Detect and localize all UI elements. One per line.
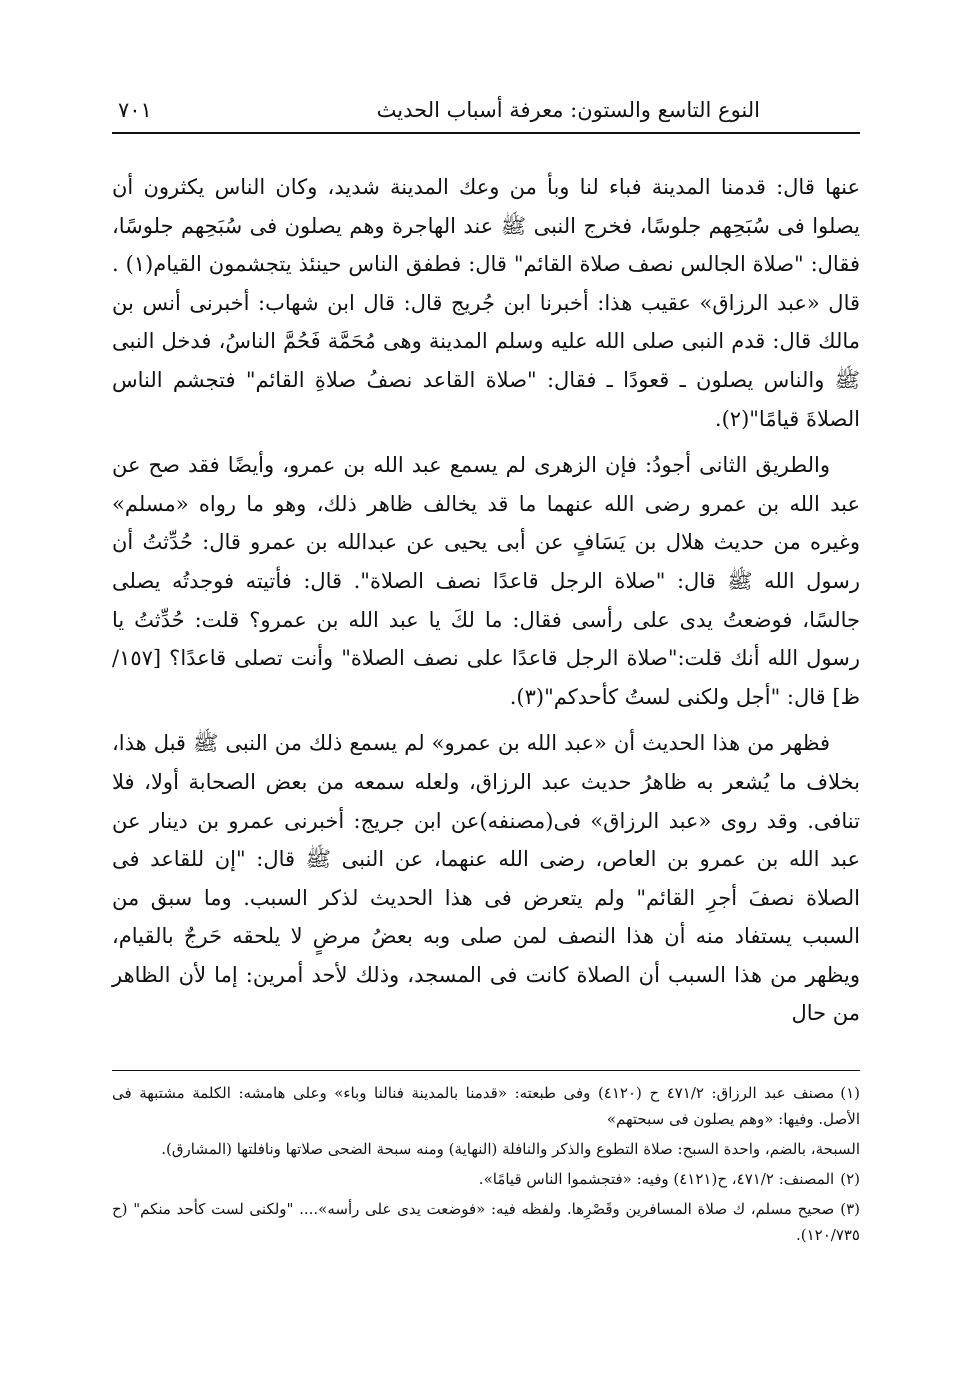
footnote-text: المصنف: ٤٧١/٢، ح(٤١٢١) وفيه: «فتجشموا الناس قيامًا». [478,1170,835,1188]
footnote-number: (٢) [840,1170,860,1188]
page-number: ٧٠١ [118,98,152,122]
footnote-text: السبحة، بالضم، واحدة السبح: صلاة التطوع والذكر والنافلة (النهاية) ومنه سبحة الضحى صلاتها ونافلتها (المشارق). [161,1140,860,1158]
footnote-text: مصنف عبد الرزاق: ٤٧١/٢ ح (٤١٢٠) وفى طبعته: «قدمنا بالمدينة فنالنا وباء» وعلى هامشه: الكلمة مشتبهة فى الأصل. وفيها: «وهم يصلون فى سبحتهم» [112,1084,860,1128]
footnote-number: (٣) [840,1200,860,1218]
footnote-1 [112,1080,860,1132]
footnote-3 [112,1196,860,1248]
paragraph-1: عنها قال: قدمنا المدينة فباء لنا وبأ من وعك المدينة شديد، وكان الناس يكثرون أن يصلوا فى سُبَحِهم جلوسًا، فخرج النبى ﷺ عند الهاجرة وهم يصلون فى سُبَحِهم جلوسًا، فقال: "صلاة الجالس نصف صلاة القائم" قال: فطفق الناس حينئذ يتجشمون القيام(١) . قال «عبد الرزاق» عقيب هذا: أخبرنا ابن جُريج قال: قال ابن شهاب: أخبرنى أنس بن مالك قال: قدم النبى صلى الله عليه وسلم المدينة وهى مُحَمَّة فَحُمَّ الناسُ، فدخل النبى ﷺ والناس يصلون ـ قعودًا ـ فقال: "صلاة القاعد نصفُ صلاةِ القائم" فتجشم الناس الصلاةَ قيامًا"(٢). [112,175,860,431]
paragraph-3: فظهر من هذا الحديث أن «عبد الله بن عمرو» لم يسمع ذلك من النبى ﷺ قبل هذا، بخلاف ما يُشعر به ظاهرُ حديث عبد الرزاق، ولعله سمعه من بعض الصحابة أولا، فلا تنافى. وقد روى «عبد الرزاق» فى(مصنفه)عن ابن جريج: أخبرنى عمرو بن دينار عن عبد الله بن عمرو بن العاص، رضى الله عنهما، عن النبى ﷺ قال: "إن للقاعد فى الصلاة نصفَ أجرِ القائم" ولم يتعرض فى هذا الحديث لذكر السبب. وما سبق من السبب يستفاد منه أن هذا النصف لمن صلى وبه بعضُ مرضٍ لا يلحقه حَرجٌ بالقيام، ويظهر من هذا السبب أن الصلاة كانت فى المسجد، وذلك لأحد أمرين: إما لأن الظاهر من حال [112,731,860,1026]
running-header [112,92,860,134]
footnote-text: صحيح مسلم، ك صلاة المسافرين وقَصْرِها. ولفظه فيه: «فوضعت يدى على رأسه».... "ولكنى لست كأحد منكم" (ح ١٢٠/٧٣٥). [112,1200,860,1244]
footnote-1-continuation [112,1136,860,1162]
main-text [112,168,860,1041]
footnotes [112,1080,860,1252]
footnote-separator [112,1070,860,1071]
footnote-number: (١) [840,1084,860,1102]
paragraph-2: والطريق الثانى أجودُ: فإن الزهرى لم يسمع عبد الله بن عمرو، وأيضًا فقد صح عن عبد الله بن عمرو رضى الله عنهما ما قد يخالف ظاهر ذلك، وهو ما رواه «مسلم» وغيره من حديث هلال بن يَسَافٍ عن أبى يحيى عن عبدالله بن عمرو قال: حُدِّثتُ أن رسول الله ﷺ قال: "صلاة الرجل قاعدًا نصف الصلاة". قال: فأتيته فوجدتُه يصلى جالسًا، فوضعتُ يدى على رأسى فقال: ما لكَ يا عبد الله بن عمرو؟ قلت: حُدِّثتُ يا رسول الله أنك قلت:"صلاة الرجل قاعدًا على نصف الصلاة" وأنت تصلى قاعدًا؟ [١٥٧/ظ] قال: "أجل ولكنى لستُ كأحدكم"(٣). [112,453,860,709]
footnote-2 [112,1166,860,1192]
chapter-title: النوع التاسع والستون: معرفة أسباب الحديث [376,98,760,122]
